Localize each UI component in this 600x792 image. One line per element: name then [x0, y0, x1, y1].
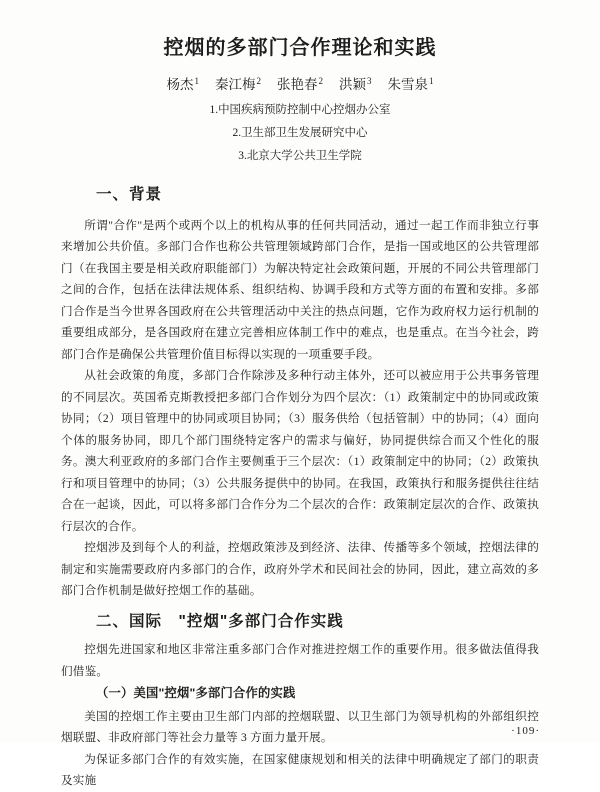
- author-affiliation-ref: 2: [256, 75, 261, 86]
- paper-title: 控烟的多部门合作理论和实践: [163, 37, 437, 59]
- page-number: ·109·: [511, 725, 540, 737]
- paragraph: 控烟涉及到每个人的利益，控烟政策涉及到经济、法律、传播等多个领域，控烟法律的制定和实施需要政府内多部门的合作，政府外学术和民间社会的协同，因此，建立高效的多部门合作机制是做好控烟工作的基础。: [61, 541, 539, 597]
- paragraph: 控烟先进国家和地区非常注重多部门合作对推进控烟工作的重要作用。很多做法值得我们借鉴。: [61, 643, 539, 678]
- author-name: 杨杰: [166, 77, 194, 92]
- affiliations-list: [0, 99, 600, 168]
- author-name: 张艳春: [277, 77, 318, 92]
- author: [215, 77, 261, 92]
- paragraph: 为保证多部门合作的有效实施，在国家健康规划和相关的法律中明确规定了部门的职责及实施: [61, 752, 539, 787]
- affiliation-line: 2.卫生部卫生发展研究中心: [232, 127, 368, 139]
- affiliation-line: 3.北京大学公共卫生学院: [238, 150, 362, 162]
- author-affiliation-ref: 3: [367, 75, 372, 86]
- author: [339, 77, 372, 92]
- author-name: 秦江梅: [215, 77, 256, 92]
- sub-heading: （一）美国"控烟"多部门合作的实践: [96, 686, 296, 700]
- paragraph: 所谓"合作"是两个或两个以上的机构从事的任何共同活动，通过一起工作而非独立行事来增加公共价值。多部门合作也称公共管理领域跨部门合作，是指一国或地区的公共管理部门（在我国主要是相关政府职能部门）为解决特定社会政策问题，开展的不同公共管理部门之间的合作，包括在法律法规体系、组织结构、协调手段和方式等方面的布置和安排。多部门合作是当今世界各国政府在公共管理活动中关注的热点问题，它作为政府权力运行机制的重要组成部分，是各国政府在建立完善相应体制工作中的难点，也是重点。在当今社会，跨部门合作是确保公共管理价值目标得以实现的一项重要手段。: [61, 218, 539, 361]
- author: [388, 77, 434, 92]
- author-name: 洪颖: [339, 77, 366, 92]
- author: [277, 77, 323, 92]
- author: [167, 77, 200, 92]
- author-affiliation-ref: 2: [318, 75, 323, 86]
- section-heading: 二、国际 "控烟"多部门合作实践: [96, 612, 344, 630]
- affiliation-line: 1.中国疾病预防控制中心控烟办公室: [209, 104, 391, 116]
- author-affiliation-ref: 1: [194, 75, 199, 86]
- paragraph: 美国的控烟工作主要由卫生部门内部的控烟联盟、以卫生部门为领导机构的外部组织控烟联盟、非政府部门等社会力量等 3 方面力量开展。: [61, 709, 539, 744]
- author-name: 朱雪泉: [387, 77, 428, 92]
- authors-line: [0, 73, 600, 93]
- paragraph: 从社会政策的角度，多部门合作除涉及多种行动主体外，还可以被应用于公共事务管理的不同层次。英国希克斯教授把多部门合作划分为四个层次：（1）政策制定中的协同或政策协同；（2）项目管理中的协同或项目协同；（3）服务供给（包括管制）中的协同；（4）面向个体的服务协同，即几个部门围绕特定客户的需求与偏好，协同提供综合而又个性化的服务。澳大利亚政府的多部门合作主要侧重于三个层次：（1）政策制定中的协同；（2）政策执行和项目管理中的协同；（3）公共服务提供中的协同。在我国，政策执行和服务提供往往结合在一起谈，因此，可以将多部门合作分为二个层次的合作：政策制定层次的合作、政策执行层次的合作。: [61, 369, 539, 533]
- section-heading: 一、背景: [96, 186, 163, 203]
- document-body: [61, 184, 539, 792]
- author-affiliation-ref: 1: [429, 75, 434, 86]
